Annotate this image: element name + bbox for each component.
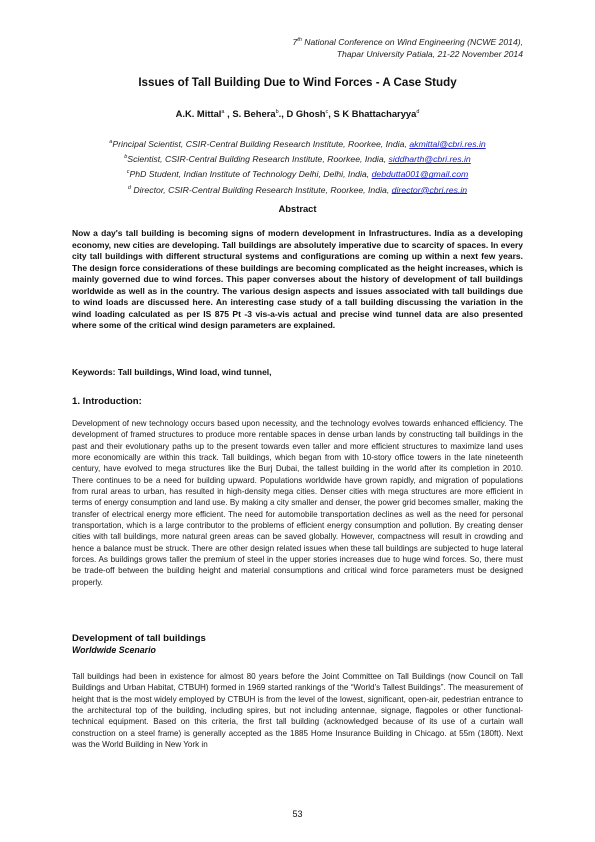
- affiliation-email-link[interactable]: siddharth@cbri.res.in: [388, 154, 471, 165]
- development-body: Tall buildings had been in existence for almost 80 years before the Joint Committee on Tall Buildings (now Council on Tall Buildings and Urban Habitat, CTBUH) formed in 1969 started rankings of the “World’s Tallest Buildings”. The measurement of height that is the most widely employed by CTBUH is from the level of the lowest, significant, open-air, pedestrian entrance to the architectural top of the building, including spires, but not including antennae, signage, flagpoles or other functional-technical equipment. Based on this criteria, the first tall building (acknowledged because of its use of a curtain wall construction on a steel frame) is generally accepted as the 1885 Home Insurance Building in Chicago. at 55m (180ft). Next was the World Building in New York in: [72, 672, 523, 750]
- author-sup: b: [275, 108, 279, 115]
- conference-place: Thapar University Patiala, 21-22 November 2014: [336, 48, 523, 59]
- introduction-body: Development of new technology occurs based upon necessity, and the technology evolves towards enhanced efficiency. The development of framed structures to produce more rentable spaces in dense urban lands by constructing tall buildings in the past and their evolutionary paths up to the present towards even taller and more efficient structures to maximize land uses more economically are within this track. Tall buildings, which began from with 10-story office towers in the late nineteenth century, have evolved to mega structures like the Burj Dubai, the tallest building in the world after its completion in 2010. There continues to be a need for building upward. Populations worldwide have grown rapidly, and migration of populations from rural areas to urban, has resulted in high-density mega cities. Denser cities with mega structures are more efficient in terms of energy consumption and land use. By making a city smaller and denser, the power grid becomes smaller, making the transfer of electrical energy more efficient. The need for automobile transportation declines as well as the need for personal transportation, which is a large contributor to the problems of efficient energy consumption and pollution. By creating denser cities with tall buildings, more natural green areas can be saved globally. However, compactness will result in crowding and hence a balance must be struck. There are other design related issues when these tall buildings are subjected to huge lateral forces. As buildings grows taller the premium of steel in the upper stories increases due to huge wind forces. So, there must be trade-off between the building height and material consumptions and critical wind force parameters must be designed properly.: [72, 419, 523, 587]
- author-name: A.K. Mittal: [175, 108, 222, 119]
- affiliation-sup: c: [126, 169, 130, 176]
- author-separator: ,: [224, 108, 233, 119]
- author-list: [0, 108, 595, 119]
- affiliation-line: [0, 136, 595, 151]
- affiliation-email-link[interactable]: akmittal@cbri.res.in: [409, 138, 486, 149]
- conference-header: [293, 34, 523, 60]
- development-heading: Development of tall buildings: [72, 633, 206, 644]
- author-sup: c: [325, 108, 329, 115]
- affiliations: [0, 136, 595, 197]
- affiliation-text: PhD Student, Indian Institute of Technology Delhi, Delhi, India,: [129, 169, 372, 180]
- author-sup: a: [221, 108, 225, 115]
- affiliation-text: Director, CSIR-Central Building Research Institute, Roorkee, India,: [130, 184, 392, 195]
- page-number: 53: [292, 809, 303, 819]
- conference-number: 7: [292, 36, 298, 47]
- abstract-body: Now a day's tall building is becoming signs of modern development in Infrastructures. India as a developing economy, new cities are developing. Tall buildings are absolutely imperative due to scarcity of spaces. In every city tall buildings with different structural systems and configurations are coming up within a next few years. The design force considerations of these buildings are becoming complicated as the height increases, which is mainly governed due to wind forces. This paper converses about the history of development of tall buildings worldwide as well as in the country. The various design aspects and issues associated with tall buildings due to wind loads are discussed here. An interesting case study of a tall building discussing the variation in the wind loading calculated as per IS 875 Pt -3 vis-a-vis actual and precise wind tunnel data are also presented where some of the critical wind design parameters are explained.: [72, 228, 523, 330]
- affiliation-line: [0, 166, 595, 181]
- author-name: S. Behera: [232, 108, 276, 119]
- abstract-heading: Abstract: [278, 203, 317, 214]
- conference-name-line: [293, 34, 523, 48]
- worldwide-scenario-heading: Worldwide Scenario: [72, 645, 156, 655]
- paper-title: Issues of Tall Building Due to Wind Forces - A Case Study: [138, 76, 457, 89]
- affiliation-sup: a: [109, 139, 113, 145]
- affiliation-text: Scientist, CSIR-Central Building Research Institute, Roorkee, India,: [127, 154, 389, 165]
- affiliation-sup: b: [124, 154, 128, 161]
- affiliation-text: Principal Scientist, CSIR-Central Building Research Institute, Roorkee, India,: [112, 138, 410, 149]
- author-name: S K Bhattacharyya: [333, 108, 417, 119]
- author-name: D Ghosh: [286, 108, 326, 119]
- conference-ordinal: th: [297, 37, 302, 43]
- affiliation-line: [0, 182, 595, 197]
- affiliation-sup: d: [127, 184, 131, 191]
- conference-name: National Conference on Wind Engineering (NCWE 2014),: [301, 36, 523, 47]
- affiliation-email-link[interactable]: debdutta001@gmail.com: [371, 169, 469, 180]
- author-separator: ,: [328, 108, 334, 119]
- keywords: Keywords: Tall buildings, Wind load, wind tunnel,: [72, 367, 272, 377]
- author-separator: .,: [278, 108, 287, 119]
- affiliation-line: [0, 151, 595, 166]
- introduction-heading: 1. Introduction:: [72, 396, 142, 407]
- affiliation-email-link[interactable]: director@cbri.res.in: [391, 184, 468, 195]
- author-sup: d: [416, 108, 420, 115]
